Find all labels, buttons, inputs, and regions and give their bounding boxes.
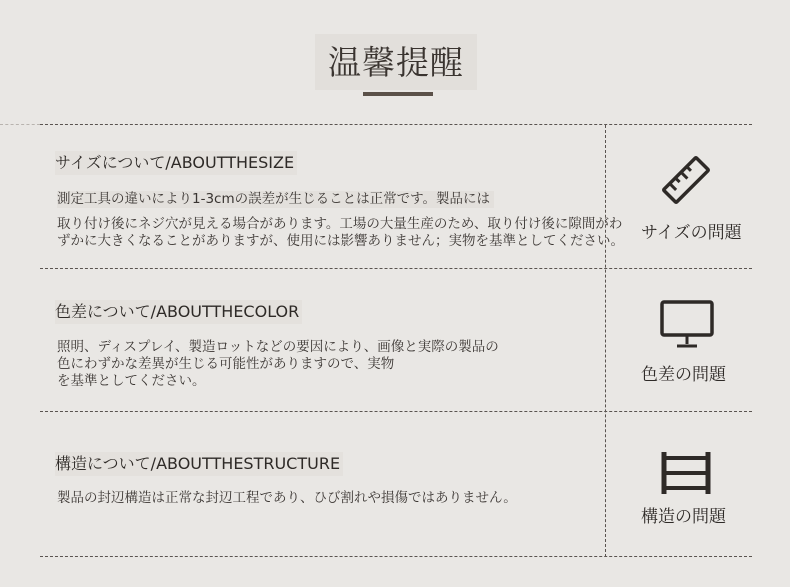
- page-title: 温馨提醒: [328, 43, 464, 82]
- icon-label: 構造の問題: [641, 507, 726, 527]
- body-line: を基準としてください。: [57, 373, 206, 389]
- section-title: 構造について/ABOUTTHESTRUCTURE: [55, 452, 343, 476]
- body-line: 色にわずかな差異が生じる可能性がありますので、実物: [57, 356, 395, 372]
- body-line: 製品の封辺構造は正常な封辺工程であり、ひび割れや損傷ではありません。: [57, 490, 517, 506]
- body-line: 測定工具の違いにより1-3cmの誤差が生じることは正常です。製品には: [57, 191, 494, 208]
- section-body: [57, 191, 624, 250]
- body-line: ずかに大きくなることがありますが、使用には影響ありません；実物を基準としてください。: [57, 233, 624, 249]
- divider-left-stub: [0, 124, 40, 125]
- icon-label: 色差の問題: [641, 365, 726, 385]
- divider-top: [40, 124, 752, 125]
- divider-row-1: [40, 268, 752, 269]
- ladder-icon: [660, 450, 712, 496]
- icon-label: サイズの問題: [641, 223, 742, 243]
- divider-vertical: [605, 125, 606, 557]
- section-body: [57, 339, 499, 390]
- body-line: 照明、ディスプレイ、製造ロットなどの要因により、画像と実際の製品の: [57, 339, 499, 355]
- body-line: 取り付け後にネジ穴が見える場合があります。工場の大量生産のため、取り付け後に隙間がわ: [57, 216, 623, 232]
- divider-bottom: [40, 556, 752, 557]
- section-title: 色差について/ABOUTTHECOLOR: [55, 300, 302, 324]
- section-body: [57, 490, 517, 507]
- ruler-icon: [660, 154, 712, 206]
- divider-row-2: [40, 411, 752, 412]
- monitor-icon: [659, 299, 715, 351]
- section-title: サイズについて/ABOUTTHESIZE: [55, 151, 297, 175]
- title-underline: [363, 92, 433, 96]
